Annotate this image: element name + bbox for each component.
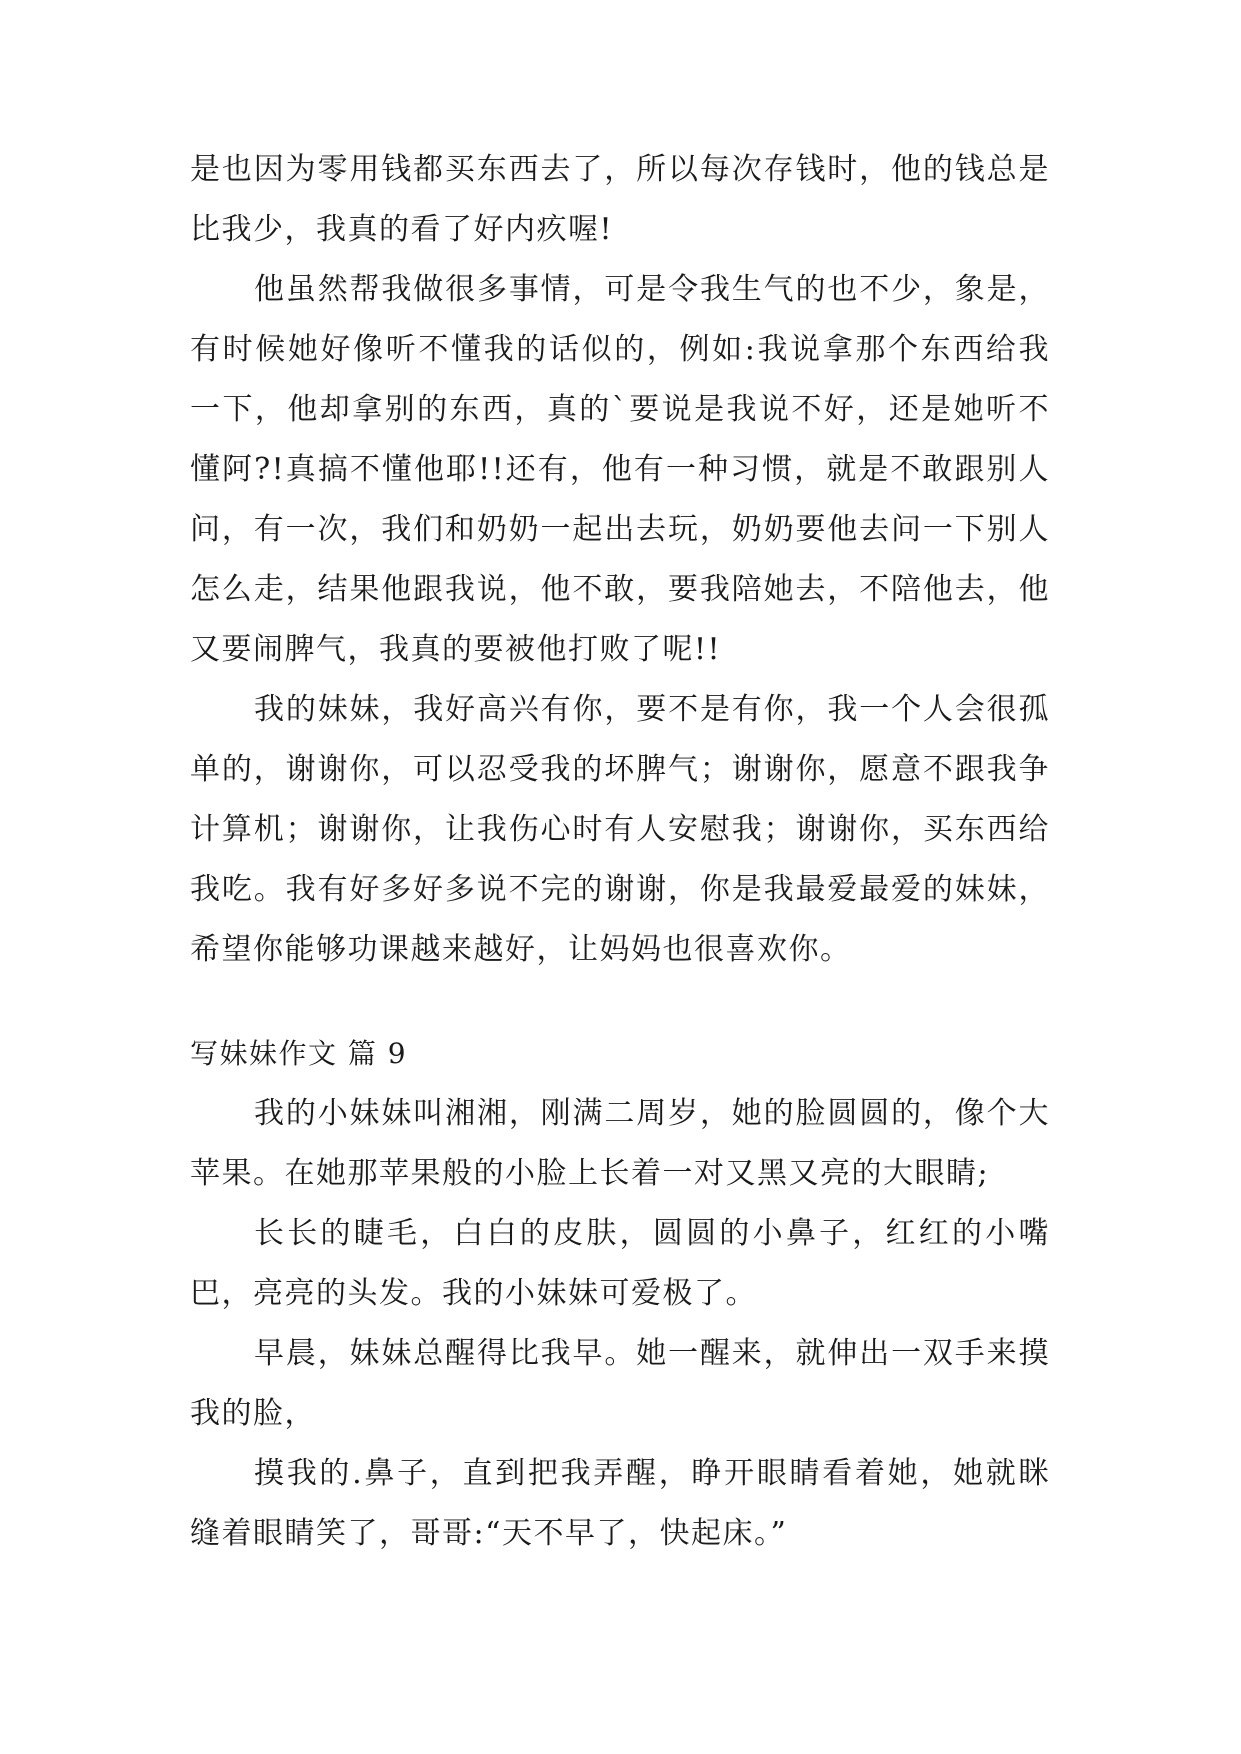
- paragraph: 我的妹妹，我好高兴有你，要不是有你，我一个人会很孤单的，谢谢你，可以忍受我的坏脾气；谢谢你，愿意不跟我争计算机；谢谢你，让我伤心时有人安慰我；谢谢你，买东西给我吃。我有好多好多说不完的谢谢，你是我最爱最爱的妹妹，希望你能够功课越来越好，让妈妈也很喜欢你。: [190, 692, 1050, 967]
- paragraph: 早晨，妹妹总醒得比我早。她一醒来，就伸出一双手来摸我的脸，: [190, 1336, 1050, 1431]
- paragraph: 他虽然帮我做很多事情，可是令我生气的也不少，象是，有时候她好像听不懂我的话似的，例如:我说拿那个东西给我一下，他却拿别的东西，真的`要说是我说不好，还是她听不懂阿?!真搞不懂他耶!!还有，他有一种习惯，就是不敢跟别人问，有一次，我们和奶奶一起出去玩，奶奶要他去问一下别人怎么走，结果他跟我说，他不敢，要我陪她去，不陪他去，他又要闹脾气，我真的要被他打败了呢!!: [190, 272, 1050, 667]
- section-one: [190, 140, 1050, 980]
- paragraph: 长长的睫毛，白白的皮肤，圆圆的小鼻子，红红的小嘴巴，亮亮的头发。我的小妹妹可爱极了。: [190, 1216, 1050, 1311]
- section-two: [190, 1084, 1050, 1564]
- paragraph: 我的小妹妹叫湘湘，刚满二周岁，她的脸圆圆的，像个大苹果。在她那苹果般的小脸上长着一对又黑又亮的大眼睛;: [190, 1096, 1050, 1191]
- essay-heading: 写妹妹作文 篇 9: [190, 1037, 408, 1070]
- paragraph: 是也因为零用钱都买东西去了，所以每次存钱时，他的钱总是比我少，我真的看了好内疚喔!: [190, 152, 1050, 247]
- paragraph: 摸我的.鼻子，直到把我弄醒，睁开眼睛看着她，她就眯缝着眼睛笑了，哥哥:“天不早了，快起床。”: [190, 1456, 1050, 1551]
